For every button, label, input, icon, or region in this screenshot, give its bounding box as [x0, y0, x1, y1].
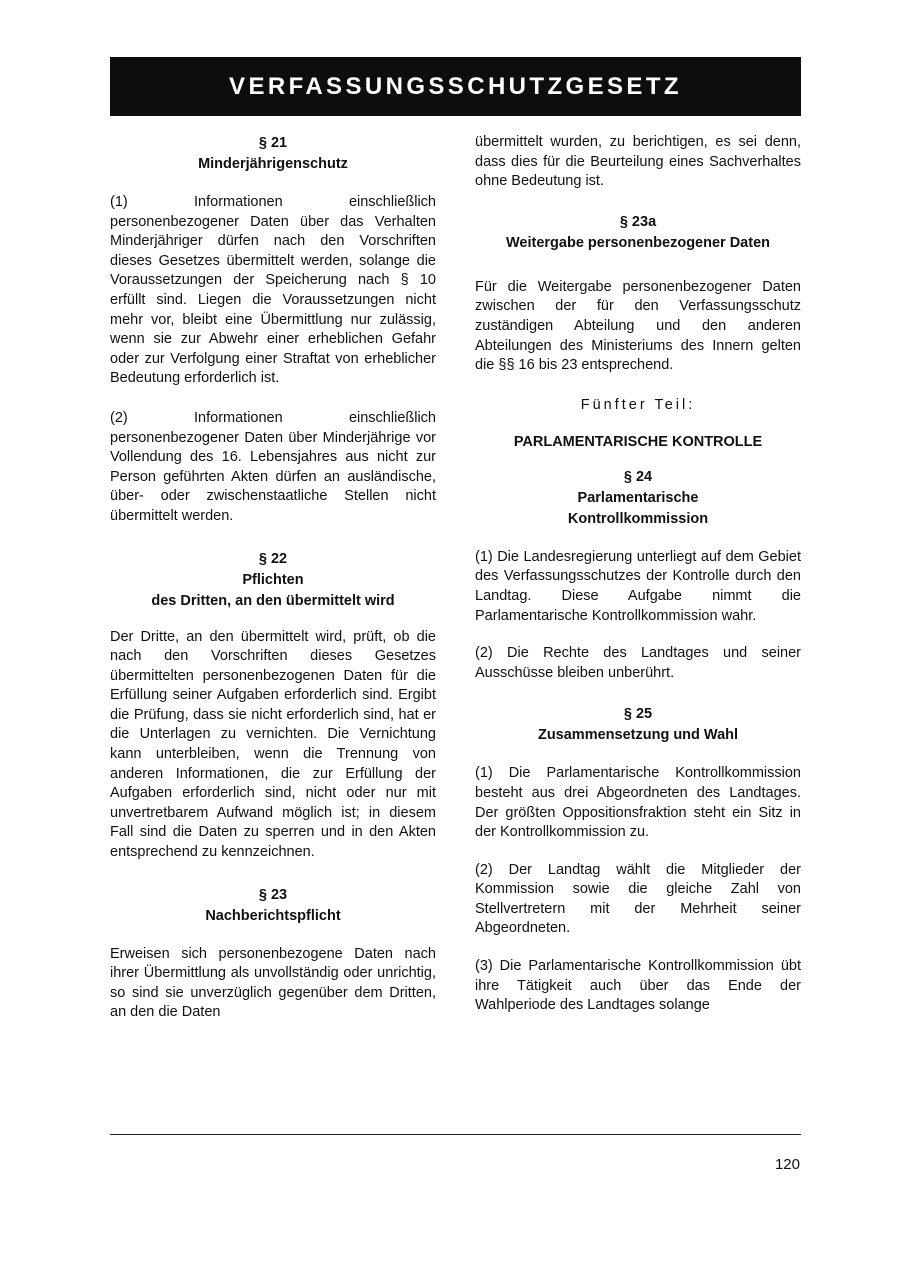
section-24-paragraph-2: (2) Die Rechte des Landtages und seiner Ausschüsse bleiben unberührt.	[475, 645, 801, 681]
right-column	[475, 133, 801, 1016]
section-22-title-line-1: Pflichten	[242, 571, 304, 588]
section-23-title: Nachberichtspflicht	[205, 907, 341, 924]
section-23a-paragraph-1: Für die Weitergabe personenbezogener Daten zwischen der für den Verfassungsschutz zuständigen Abteilung und den anderen Abteilungen des Ministeriums des Innern gelten die §§ 16 bis 23 entsprechend.	[475, 278, 801, 374]
footer-divider	[110, 1134, 801, 1135]
header-bar	[110, 57, 801, 116]
part-5-title: PARLAMENTARISCHE KONTROLLE	[513, 433, 763, 450]
section-24-title-line-1: Parlamentarische	[577, 489, 699, 506]
section-23-paragraph-1-end: übermittelt wurden, zu berichtigen, es sei denn, dass dies für die Beurteilung eines Sachverhaltes ohne Bedeutung ist.	[475, 134, 801, 190]
section-25-paragraph-1: (1) Die Parlamentarische Kontrollkommission besteht aus drei Abgeordneten des Landtages. Der größten Oppositionsfraktion steht ein Sitz in der Kontrollkommission zu.	[475, 765, 801, 841]
section-23-number: § 23	[258, 886, 288, 903]
section-21-paragraph-1: (1) Informationen einschließlich personenbezogener Daten über das Verhalten Minderjähriger dürfen nach den Vorschriften dieses Gesetzes übermittelt werden, solange die Voraussetzungen der Speicherung nach § 10 erfüllt sind. Liegen die Voraussetzungen nicht mehr vor, bleibt eine Übermittlung nur zulässig, wenn sie zur Abwehr einer erheblichen Gefahr oder zur Verfolgung einer Straftat von erheblicher Bedeutung erforderlich ist.	[110, 194, 436, 387]
section-22-title-line-2: des Dritten, an den übermittelt wird	[151, 592, 395, 609]
page-number: 120	[774, 1156, 800, 1173]
section-24-number: § 24	[623, 468, 653, 485]
section-24-title-line-2: Kontrollkommission	[567, 510, 709, 527]
section-23a-number: § 23a	[619, 213, 657, 230]
section-22-number: § 22	[258, 550, 288, 567]
section-25-paragraph-2: (2) Der Landtag wählt die Mitglieder der Kommission sowie die gleiche Zahl von Stellvertretern mit der Mehrheit seiner Abgeordneten.	[475, 861, 801, 937]
left-column	[110, 133, 436, 1023]
section-24-paragraph-1: (1) Die Landesregierung unterliegt auf dem Gebiet des Verfassungsschutzes der Kontrolle durch den Landtag. Diese Aufgabe nimmt die Parlamentarische Kontrollkommission wahr.	[475, 548, 801, 624]
section-21-paragraph-2: (2) Informationen einschließlich personenbezogener Daten über Minderjährige vor Vollendung des 16. Lebensjahres aus nicht zur Person geführten Akten dürfen an ausländische, über- oder zwischenstaatliche Stellen nicht übermittelt werden.	[110, 409, 436, 524]
section-22-paragraph-1: Der Dritte, an den übermittelt wird, prüft, ob die nach den Vorschriften dieses Gesetzes übermittelten personenbezogenen Daten für die Erfüllung seiner Aufgaben erforderlich sind. Ergibt die Prüfung, dass sie nicht erforderlich sind, hat er die Unterlagen zu vernichten. Die Vernichtung kann unterbleiben, wenn die Trennung von anderen Informationen, die zur Erfüllung der Aufgaben erforderlich sind, nicht oder nur mit unvertretbarem Aufwand möglich ist; in diesem Fall sind die Daten zu sperren und in den Akten entsprechend zu kennzeichnen.	[110, 628, 436, 861]
section-21-number: § 21	[258, 135, 288, 151]
section-25-number: § 25	[623, 706, 653, 723]
section-21-title: Minderjährigenschutz	[198, 156, 348, 172]
section-23a-title: Weitergabe personenbezogener Daten	[505, 234, 771, 251]
part-5-label: Fünfter Teil:	[580, 396, 696, 413]
section-25-paragraph-3: (3) Die Parlamentarische Kontrollkommission übt ihre Tätigkeit auch über das Ende der Wahlperiode des Landtages solange	[475, 958, 801, 1014]
page-title: VERFASSUNGSSCHUTZGESETZ	[229, 72, 682, 100]
section-23-paragraph-1-start: Erweisen sich personenbezogene Daten nach ihrer Übermittlung als unvollständig oder unrichtig, so sind sie unverzüglich gegenüber dem Dritten, an den die Daten	[110, 945, 436, 1021]
section-25-title: Zusammensetzung und Wahl	[537, 727, 739, 744]
